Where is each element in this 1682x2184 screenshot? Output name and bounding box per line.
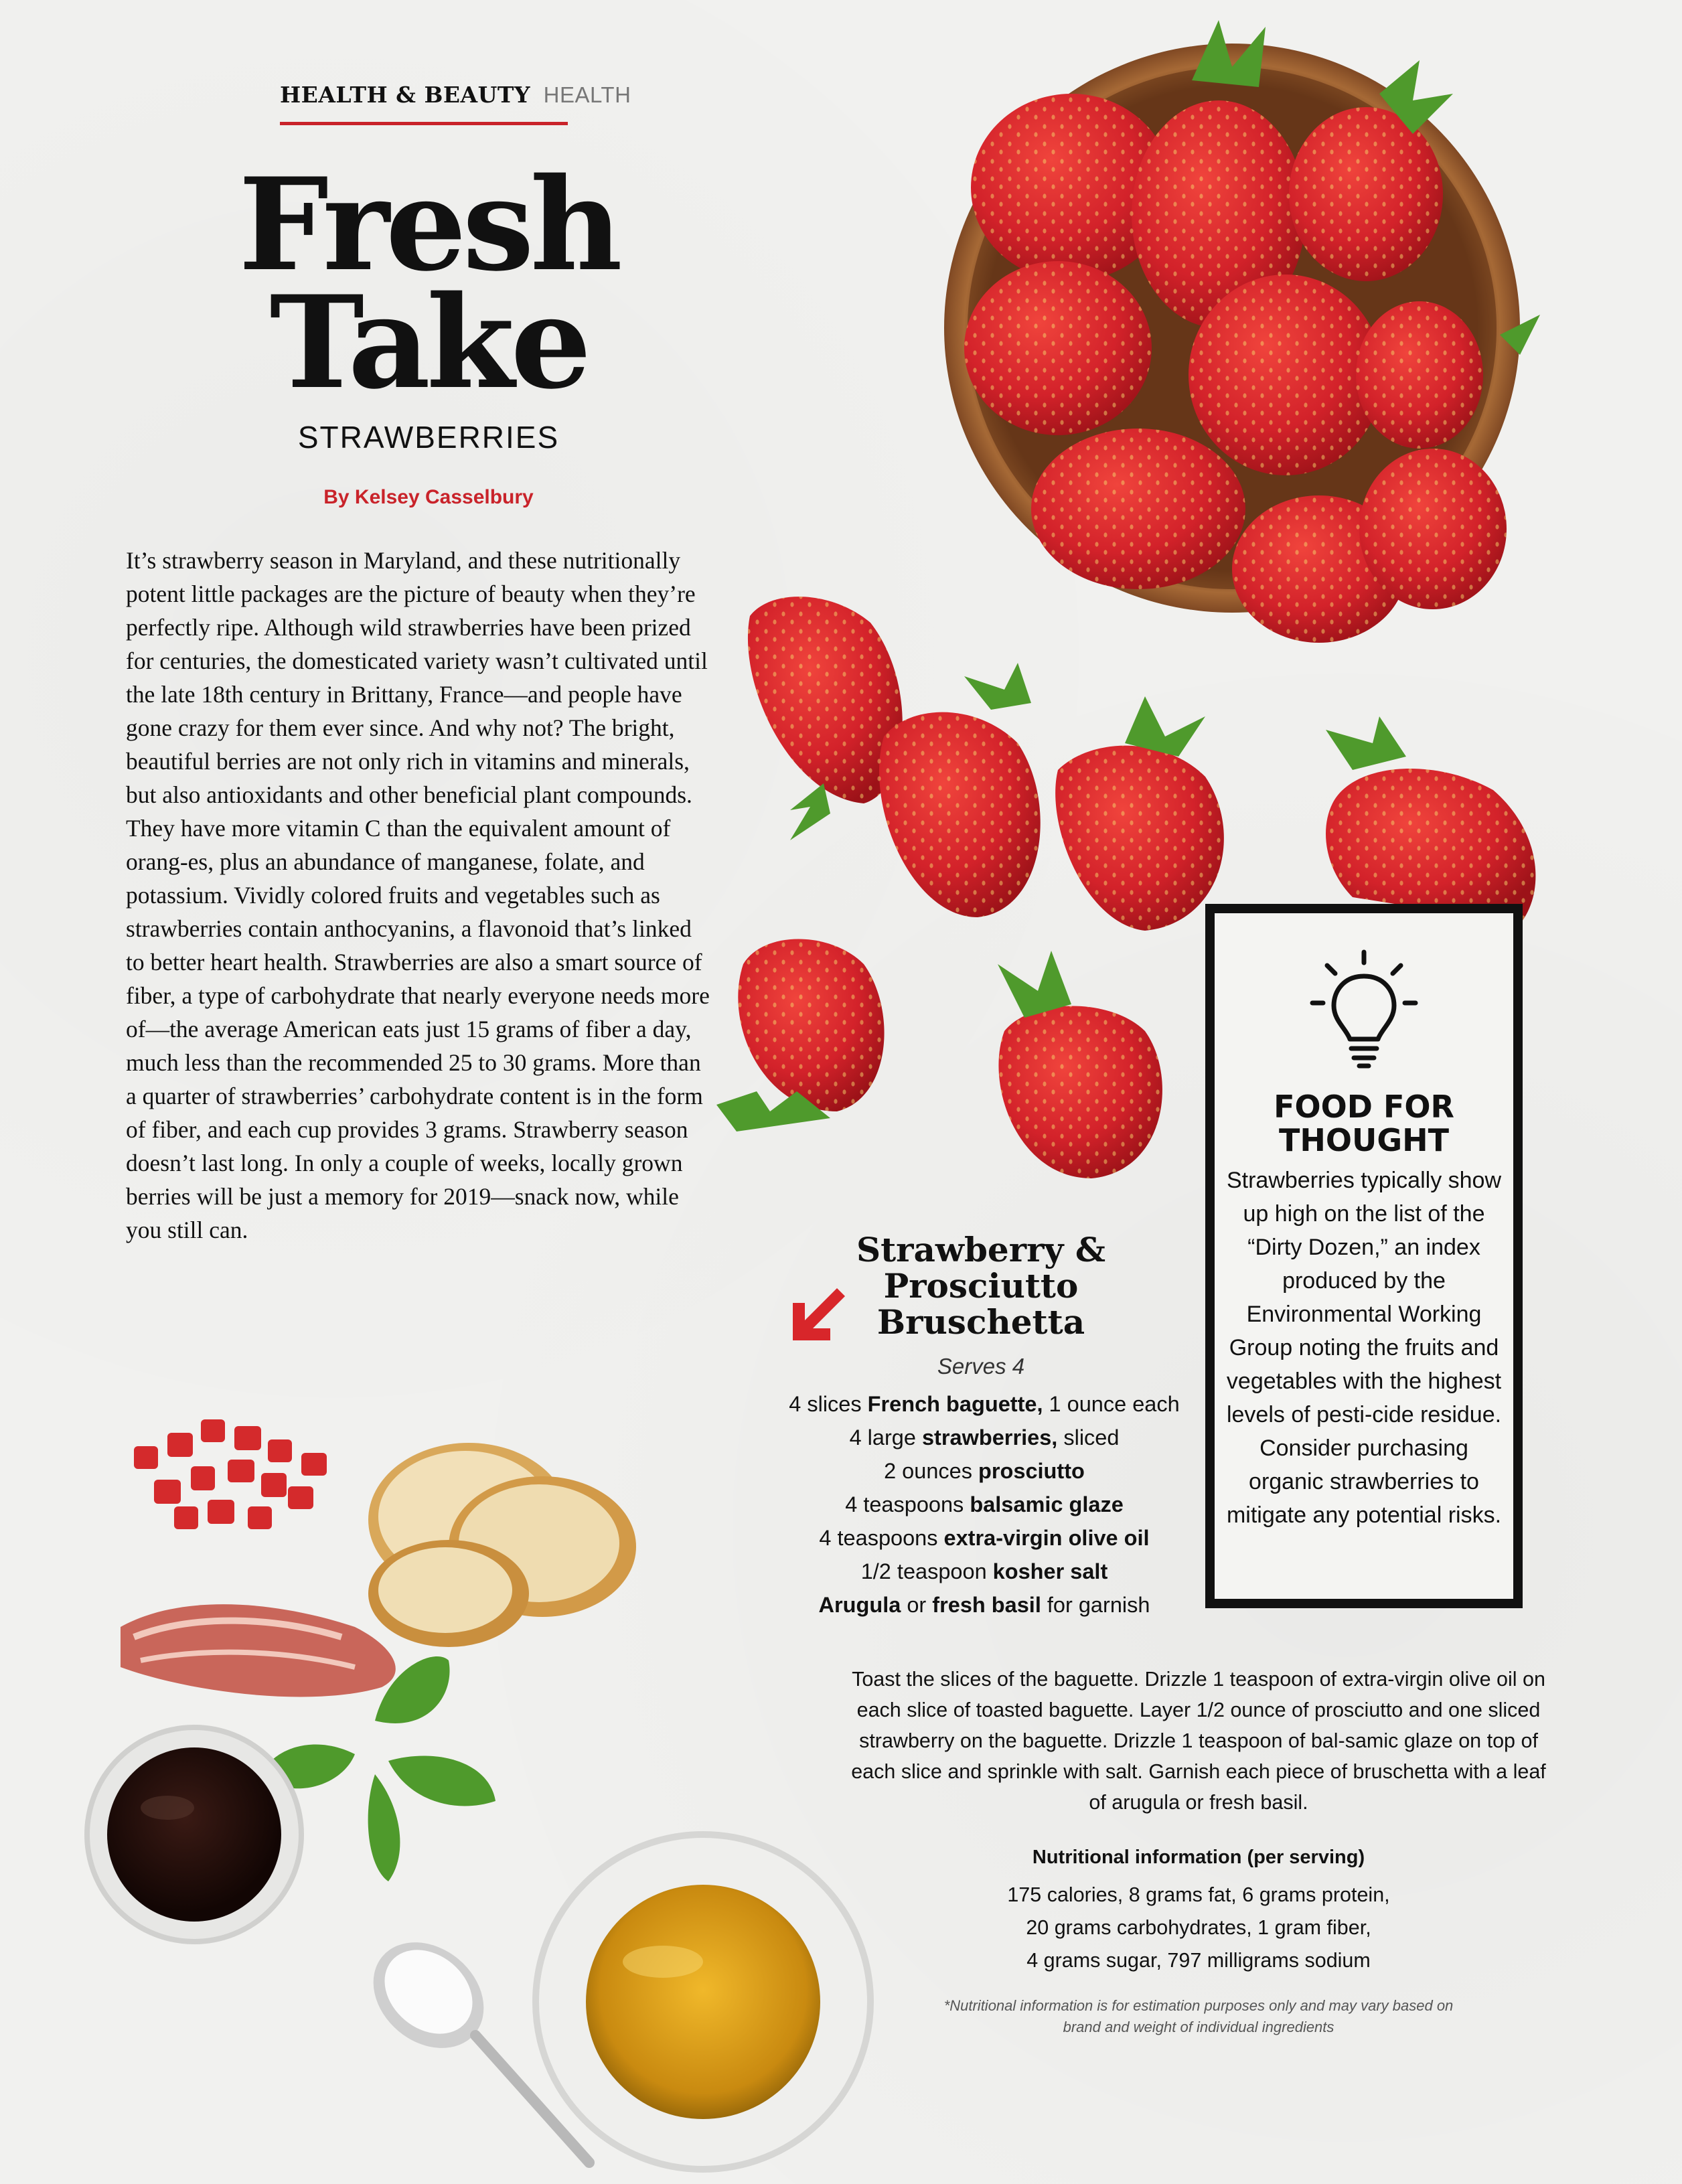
- byline: By Kelsey Casselbury: [323, 486, 534, 508]
- nutrition-facts: [937, 1879, 1460, 1977]
- recipe-title-line-2: Prosciutto: [883, 1266, 1079, 1306]
- ingredient-item: 1/2 teaspoon kosher salt: [860, 1559, 1108, 1583]
- ingredient-item: 2 ounces prosciutto: [884, 1459, 1085, 1483]
- sidebar-heading-line-2: THOUGHT: [1279, 1122, 1449, 1158]
- section-tag: [280, 82, 631, 108]
- section-primary: HEALTH & BEAUTY: [280, 82, 530, 108]
- ingredient-list: [743, 1387, 1225, 1622]
- nutrition-line: 20 grams carbohydrates, 1 gram fiber,: [1026, 1916, 1371, 1939]
- recipe-directions: Toast the slices of the baguette. Drizzle 1 teaspoon of extra-virgin olive oil on each slice of toasted baguette. Layer 1/2 ounce of prosciutto and one sliced strawberry on the baguette. Drizzle 1 teaspoon of bal-samic glaze on top of each slice and sprinkle with salt. Garnish each piece of bruschetta with a leaf of arugula or fresh basil.: [851, 1668, 1546, 1814]
- ingredient-item: Arugula or fresh basil for garnish: [818, 1593, 1150, 1617]
- nutrition-line: 4 grams sugar, 797 milligrams sodium: [1026, 1949, 1371, 1972]
- sidebar-heading: [1205, 1090, 1523, 1157]
- section-secondary: HEALTH: [543, 82, 631, 107]
- ingredient-item: 4 teaspoons extra-virgin olive oil: [819, 1526, 1150, 1550]
- subtitle: STRAWBERRIES: [297, 420, 560, 455]
- recipe-title: [807, 1232, 1155, 1340]
- nutrition-disclaimer: *Nutritional information is for estimation purposes only and may vary based on brand and weight of individual ingredients: [943, 1997, 1454, 2035]
- ingredient-item: 4 large strawberries, sliced: [849, 1425, 1120, 1450]
- recipe-title-line-3: Bruschetta: [876, 1302, 1085, 1342]
- recipe-title-line-1: Strawberry &: [856, 1230, 1106, 1269]
- article-body: It’s strawberry season in Maryland, and these nutritionally potent little packages are the picture of beauty when they’re perfectly ripe. Although wild strawberries have been prized for centuries, the domesticated variety wasn’t cultivated until the late 18th century in Brittany, France—and people have gone crazy for them ever since. And why not? The bright, beautiful berries are not only rich in vitamins and minerals, but also antioxidants and other beneficial plant compounds. They have more vitamin C than the equivalent amount of orang-es, plus an abundance of manganese, folate, and potassium. Vividly colored fruits and vegetables such as strawberries contain anthocyanins, a flavonoid that’s linked to better heart health. Strawberries are also a smart source of fiber, a type of carbohydrate that nearly everyone needs more of—the average American eats just 15 grams of fiber a day, much less than the recommended 25 to 30 grams. More than a quarter of strawberries’ carbohydrate content is in the form of fiber, and each cup provides 3 grams. Strawberry season doesn’t last long. In only a couple of weeks, locally grown berries will be just a memory for 2019—snack now, while you still can.: [126, 547, 710, 1243]
- nutrition-title: Nutritional information (per serving): [1032, 1847, 1365, 1868]
- recipe-serves: Serves 4: [937, 1354, 1025, 1379]
- title-line-1: Fresh: [238, 150, 619, 299]
- sidebar-heading-line-1: FOOD FOR: [1274, 1089, 1454, 1125]
- ingredient-item: 4 teaspoons balsamic glaze: [845, 1492, 1124, 1516]
- nutrition-line: 175 calories, 8 grams fat, 6 grams protein,: [1007, 1883, 1390, 1906]
- title-line-2: Take: [269, 268, 588, 417]
- section-rule: [280, 122, 568, 125]
- ingredient-item: 4 slices French baguette, 1 ounce each: [789, 1392, 1180, 1416]
- sidebar-text: Strawberries typically show up high on the list of the “Dirty Dozen,” an index produced by the Environmental Working Group noting the fruits and vegetables with the highest levels of pesti-cide residue. Consider purchasing organic strawberries to mitigate any potential risks.: [1226, 1168, 1502, 1528]
- lightbulb-icon: [1307, 949, 1421, 1070]
- page-title: [228, 150, 629, 417]
